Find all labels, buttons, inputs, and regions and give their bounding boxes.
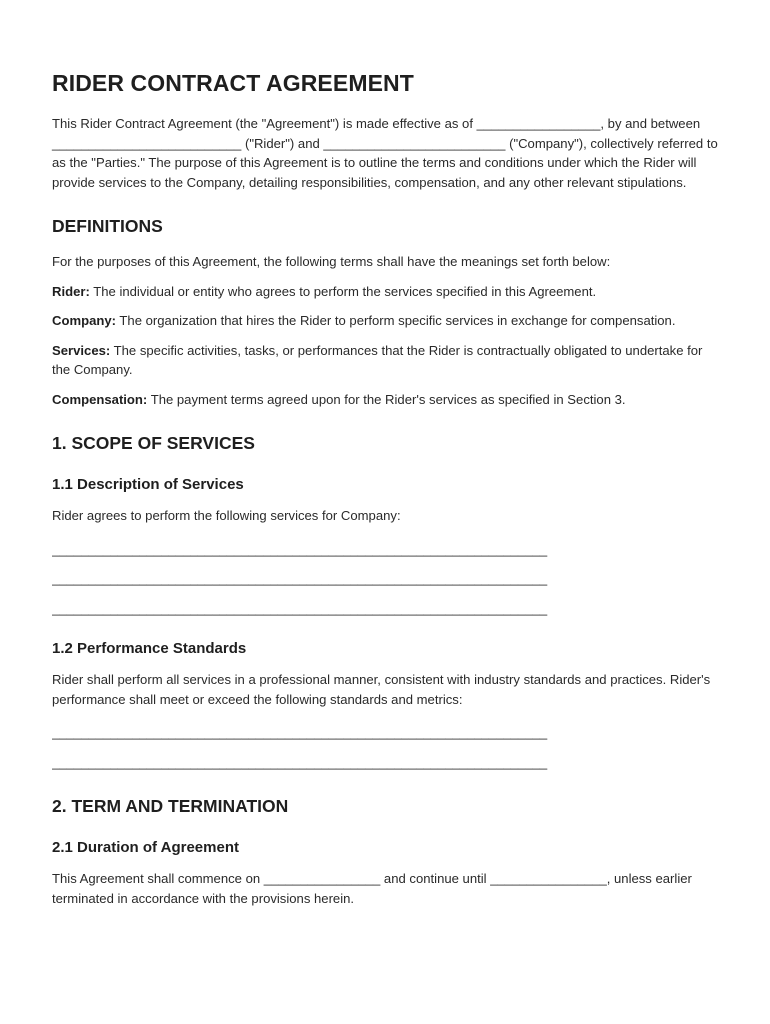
blank-line[interactable]: ____________________________________________________________________ xyxy=(52,725,548,740)
blank-line[interactable]: ____________________________________________________________________ xyxy=(52,541,548,557)
performance-text: Rider shall perform all services in a professional manner, consistent with industry standards and practices. Rider's performance shall meet or exceed the following standards and metrics: xyxy=(52,672,711,707)
blank-line[interactable]: ____________________________________________________________________ xyxy=(52,754,548,770)
description-subsection xyxy=(52,476,720,618)
definition-term: Compensation: xyxy=(52,391,148,407)
definition-text: The specific activities, tasks, or performances that the Rider is contractually obligated to undertake for the Company. xyxy=(52,342,703,377)
definition-text: The payment terms agreed upon for the Rider's services as specified in Section 3. xyxy=(147,391,626,407)
definitions-lead: For the purposes of this Agreement, the following terms shall have the meanings set forth below: xyxy=(52,254,611,269)
definitions-heading: DEFINITIONS xyxy=(52,216,163,236)
description-heading: 1.1 Description of Services xyxy=(52,476,244,493)
blank-line[interactable]: ____________________________________________________________________ xyxy=(52,571,548,586)
definition-item-compensation xyxy=(52,390,720,410)
document-title: RIDER CONTRACT AGREEMENT xyxy=(52,70,414,96)
duration-subsection xyxy=(52,839,720,908)
scope-heading: 1. SCOPE OF SERVICES xyxy=(52,433,255,453)
term-heading: 2. TERM AND TERMINATION xyxy=(52,796,289,816)
definition-item-rider xyxy=(52,282,720,302)
description-text: Rider agrees to perform the following services for Company: xyxy=(52,508,401,523)
duration-text: This Agreement shall commence on ________________ and continue until ________________, unless earlier terminated in accordance with the provisions herein. xyxy=(52,871,692,906)
duration-heading: 2.1 Duration of Agreement xyxy=(52,839,239,856)
scope-section xyxy=(52,433,720,772)
definition-item-company xyxy=(52,311,720,331)
blank-line[interactable]: ____________________________________________________________________ xyxy=(52,600,548,616)
term-section xyxy=(52,796,720,908)
performance-subsection xyxy=(52,640,720,772)
performance-heading: 1.2 Performance Standards xyxy=(52,640,247,657)
document-page xyxy=(52,70,720,918)
intro-paragraph: This Rider Contract Agreement (the "Agreement") is made effective as of _________________, by and between __________________________ ("Rider") and _________________________ ("Company"), collectively referred to as the "Parties." The purpose of this Agreement is to outline the terms and conditions under which the Rider will provide services to the Company, detailing responsibilities, compensation, and any other relevant stipulations. xyxy=(52,116,718,190)
definition-text: The organization that hires the Rider to perform specific services in exchange for compensation. xyxy=(116,313,676,328)
description-blank-lines xyxy=(52,540,720,619)
definition-term: Services: xyxy=(52,342,111,358)
definition-term: Company: xyxy=(52,313,117,328)
definition-term: Rider: xyxy=(52,283,90,299)
definitions-section xyxy=(52,216,720,409)
definition-text: The individual or entity who agrees to perform the services specified in this Agreement. xyxy=(89,283,597,299)
definition-item-services xyxy=(52,341,720,380)
performance-blank-lines xyxy=(52,723,720,772)
